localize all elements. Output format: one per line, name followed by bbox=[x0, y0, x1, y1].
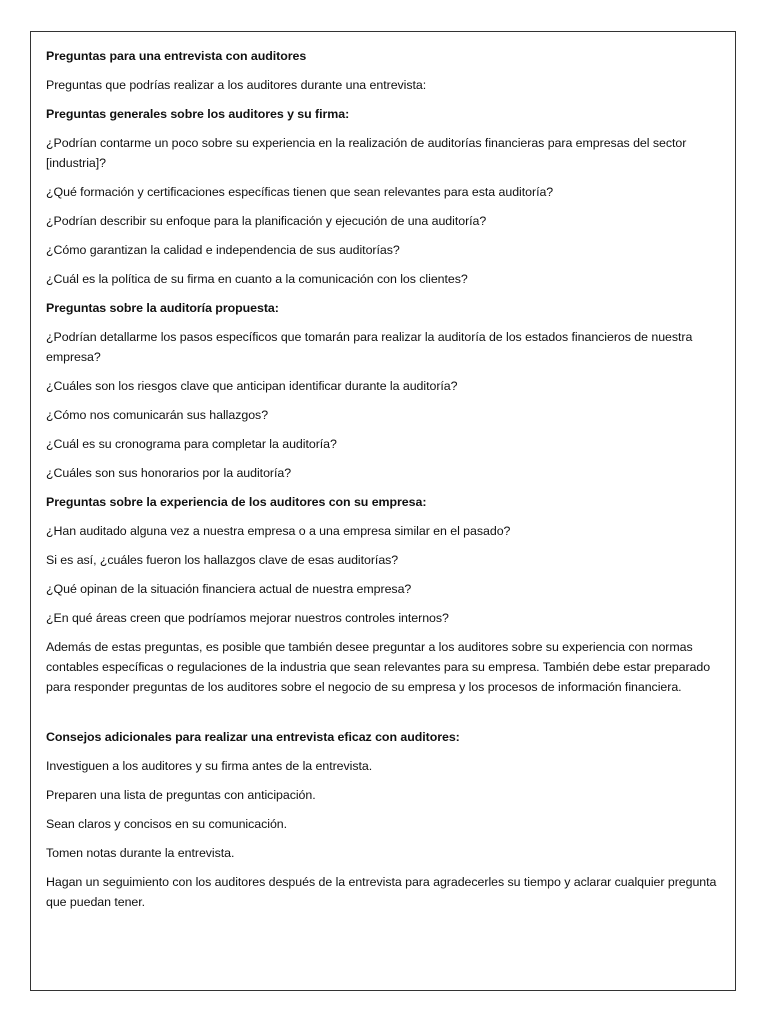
question-item: ¿Podrían describir su enfoque para la planificación y ejecución de una auditoría? bbox=[46, 214, 487, 228]
section-heading-proposed-audit: Preguntas sobre la auditoría propuesta: bbox=[46, 301, 279, 315]
section-heading-experience: Preguntas sobre la experiencia de los auditores con su empresa: bbox=[46, 495, 427, 509]
question-item: ¿Qué opinan de la situación financiera actual de nuestra empresa? bbox=[46, 582, 412, 596]
question-item: ¿Qué formación y certificaciones específicas tienen que sean relevantes para esta auditoría? bbox=[46, 185, 554, 199]
tip-item: Investiguen a los auditores y su firma antes de la entrevista. bbox=[46, 759, 373, 773]
closing-paragraph: Además de estas preguntas, es posible que también desee preguntar a los auditores sobre su experiencia con normas contables específicas o regulaciones de la industria que sean relevantes para su empresa. También debe estar preparado para responder preguntas de los auditores sobre el negocio de su empresa y los procesos de información financiera. bbox=[46, 640, 711, 694]
document-page bbox=[30, 31, 736, 991]
question-item: ¿Podrían contarme un poco sobre su experiencia en la realización de auditorías financieras para empresas del sector [industria]? bbox=[46, 136, 687, 170]
question-item: ¿Cuáles son sus honorarios por la auditoría? bbox=[46, 466, 292, 480]
tips-heading: Consejos adicionales para realizar una entrevista eficaz con auditores: bbox=[46, 730, 460, 744]
question-item: ¿Cuál es su cronograma para completar la auditoría? bbox=[46, 437, 337, 451]
question-item: ¿Cuál es la política de su firma en cuanto a la comunicación con los clientes? bbox=[46, 272, 468, 286]
tip-item: Tomen notas durante la entrevista. bbox=[46, 846, 235, 860]
spacer bbox=[46, 706, 722, 727]
question-item: Si es así, ¿cuáles fueron los hallazgos clave de esas auditorías? bbox=[46, 553, 399, 567]
tip-item: Sean claros y concisos en su comunicación. bbox=[46, 817, 288, 831]
document-title: Preguntas para una entrevista con auditores bbox=[46, 49, 307, 63]
tip-item: Preparen una lista de preguntas con anticipación. bbox=[46, 788, 316, 802]
tip-item: Hagan un seguimiento con los auditores después de la entrevista para agradecerles su tiempo y aclarar cualquier pregunta que puedan tener. bbox=[46, 875, 717, 909]
question-item: ¿En qué áreas creen que podríamos mejorar nuestros controles internos? bbox=[46, 611, 449, 625]
intro-text: Preguntas que podrías realizar a los auditores durante una entrevista: bbox=[46, 78, 427, 92]
section-heading-general: Preguntas generales sobre los auditores y su firma: bbox=[46, 107, 350, 121]
document-body bbox=[46, 46, 722, 921]
question-item: ¿Han auditado alguna vez a nuestra empresa o a una empresa similar en el pasado? bbox=[46, 524, 511, 538]
question-item: ¿Cómo garantizan la calidad e independencia de sus auditorías? bbox=[46, 243, 400, 257]
question-item: ¿Cuáles son los riesgos clave que anticipan identificar durante la auditoría? bbox=[46, 379, 458, 393]
question-item: ¿Cómo nos comunicarán sus hallazgos? bbox=[46, 408, 269, 422]
question-item: ¿Podrían detallarme los pasos específicos que tomarán para realizar la auditoría de los estados financieros de nuestra empresa? bbox=[46, 330, 693, 364]
